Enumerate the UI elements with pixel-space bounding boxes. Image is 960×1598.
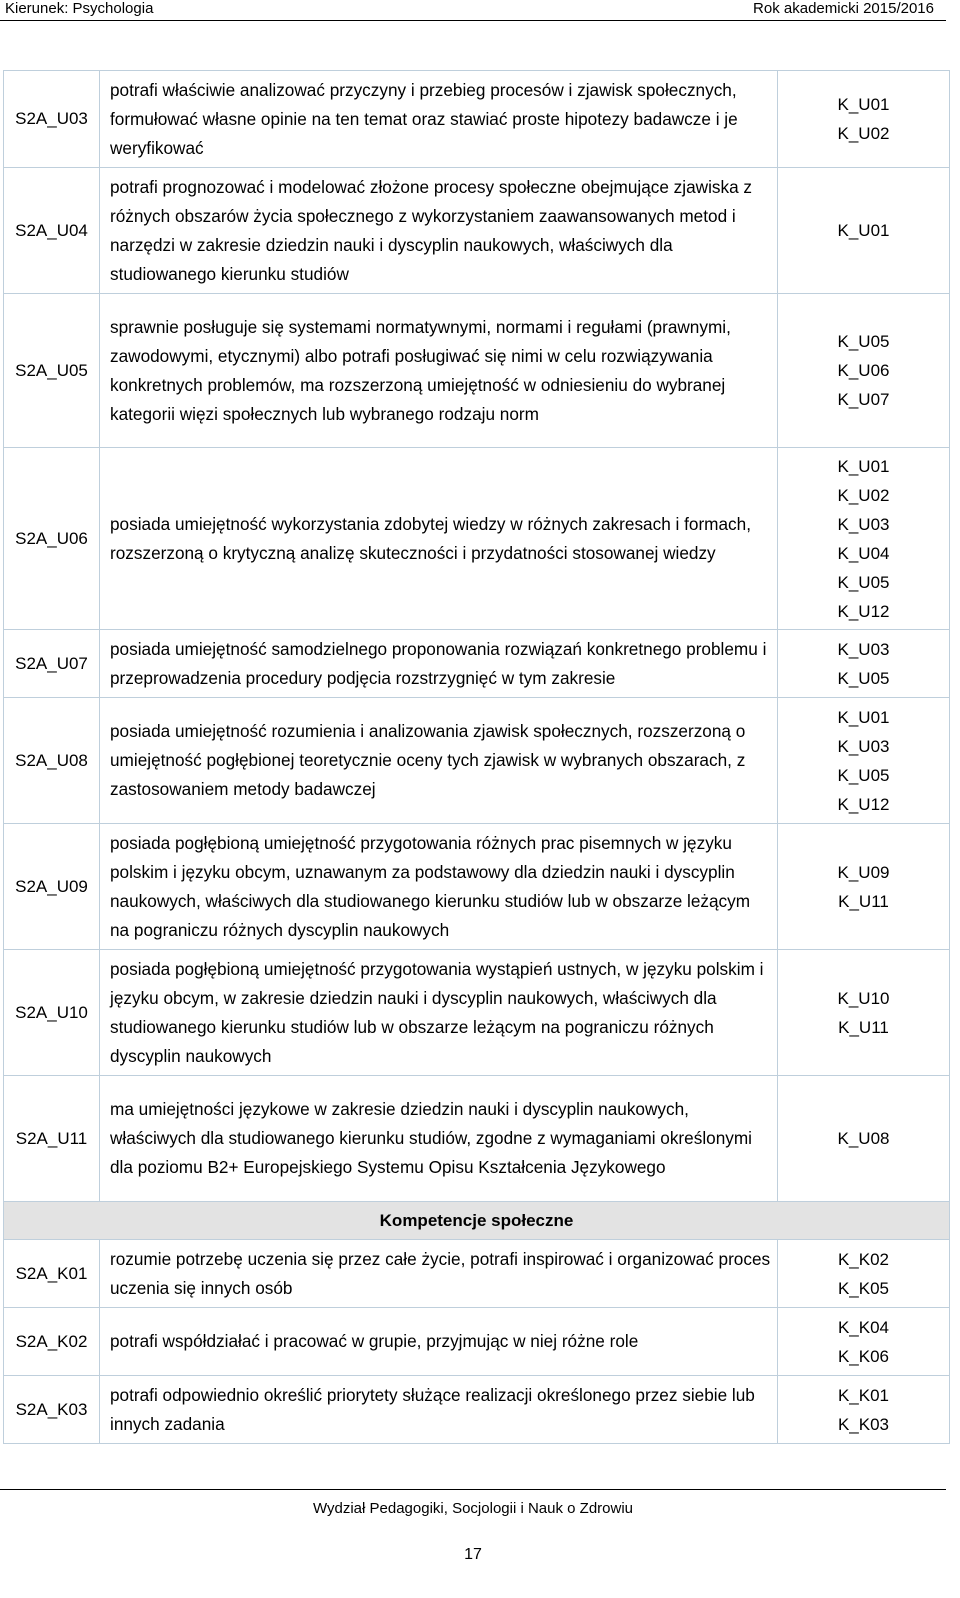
outcome-description-cell bbox=[100, 630, 778, 698]
outcome-code: S2A_K02 bbox=[4, 1308, 100, 1376]
outcome-row bbox=[4, 630, 950, 698]
outcome-description: potrafi współdziałać i pracować w grupie, przyjmując w niej różne role bbox=[110, 1331, 639, 1351]
outcome-description: sprawnie posługuje się systemami normatywnymi, normami i regułami (prawnymi, zawodowymi, etycznymi) albo potrafi posługiwać się nimi w celu rozwiązywania konkretnych problemów, ma rozszerzoną umiejętność w odniesieniu do wybranej kategorii więzi społecznych lub wybranego rodzaju norm bbox=[110, 316, 731, 424]
header-academic-year: Rok akademicki 2015/2016 bbox=[753, 0, 934, 17]
reference-code: K_K04 bbox=[837, 1317, 890, 1337]
outcome-code: S2A_U04 bbox=[4, 168, 100, 294]
competences-section bbox=[4, 1240, 950, 1444]
outcome-description: posiada pogłębioną umiejętność przygotowania wystąpień ustnych, w języku polskim i języku obcym, w zakresie dziedzin nauki i dyscyplin naukowych, właściwych dla studiowanego kierunku studiów lub w obszarze leżącym na pograniczu różnych dyscyplin naukowych bbox=[110, 958, 764, 1066]
reference-code: K_U01 bbox=[837, 95, 890, 114]
reference-code: K_K01 bbox=[837, 1385, 890, 1405]
reference-code: K_U11 bbox=[838, 891, 889, 911]
outcome-references bbox=[778, 698, 950, 824]
outcome-references bbox=[778, 630, 950, 698]
reference-code: K_U05 bbox=[837, 765, 890, 785]
outcome-description: posiada umiejętność rozumienia i analizowania zjawisk społecznych, rozszerzoną o umiejętność pogłębionej teoretycznie oceny tych zjawisk w wybranych obszarach, z zastosowaniem metody badawczej bbox=[110, 721, 746, 799]
outcome-row bbox=[4, 1308, 950, 1376]
outcome-description: potrafi właściwie analizować przyczyny i przebieg procesów i zjawisk społecznych, formułować własne opinie na ten temat oraz stawiać proste hipotezy badawcze i je weryfikować bbox=[110, 79, 738, 158]
outcome-code: S2A_U10 bbox=[4, 950, 100, 1076]
outcome-row bbox=[4, 1376, 950, 1444]
footer-rule bbox=[0, 1489, 946, 1490]
outcome-row bbox=[4, 168, 950, 294]
outcome-description-cell bbox=[100, 1076, 778, 1202]
reference-code: K_U12 bbox=[837, 794, 890, 814]
outcome-row bbox=[4, 1240, 950, 1308]
outcome-description-cell bbox=[100, 294, 778, 448]
outcome-row bbox=[4, 824, 950, 950]
outcome-code: S2A_K01 bbox=[4, 1240, 100, 1308]
outcome-references bbox=[778, 1240, 950, 1308]
reference-code: K_U09 bbox=[837, 862, 890, 882]
outcome-description: posiada umiejętność wykorzystania zdobytej wiedzy w różnych zakresach i formach, rozszerzoną o krytyczną analizę skuteczności i przydatności stosowanej wiedzy bbox=[110, 513, 751, 563]
outcome-references bbox=[778, 71, 950, 168]
outcome-code: S2A_U11 bbox=[4, 1076, 100, 1202]
outcome-description-cell bbox=[100, 1240, 778, 1308]
reference-code: K_U05 bbox=[837, 572, 890, 592]
reference-code: K_U01 bbox=[837, 707, 890, 727]
outcome-code: S2A_U07 bbox=[4, 630, 100, 698]
outcome-references bbox=[778, 950, 950, 1076]
learning-outcomes-table bbox=[3, 70, 950, 1444]
reference-code: K_K06 bbox=[837, 1346, 890, 1366]
outcome-row bbox=[4, 698, 950, 824]
page-number: 17 bbox=[464, 1546, 482, 1563]
outcome-row bbox=[4, 71, 950, 168]
outcome-code: S2A_K03 bbox=[4, 1376, 100, 1444]
reference-code: K_U08 bbox=[837, 1129, 890, 1148]
skills-section bbox=[4, 71, 950, 1202]
reference-code: K_U03 bbox=[837, 639, 890, 659]
outcome-description-cell bbox=[100, 824, 778, 950]
reference-code: K_U10 bbox=[837, 988, 890, 1008]
outcome-description: rozumie potrzebę uczenia się przez całe życie, potrafi inspirować i organizować proces uczenia się innych osób bbox=[110, 1248, 771, 1298]
outcome-code: S2A_U09 bbox=[4, 824, 100, 950]
outcome-references bbox=[778, 448, 950, 630]
reference-code: K_U01 bbox=[837, 221, 890, 240]
reference-code: K_U02 bbox=[837, 124, 890, 143]
reference-code: K_K02 bbox=[837, 1249, 890, 1269]
outcome-row bbox=[4, 950, 950, 1076]
outcome-description: potrafi prognozować i modelować złożone procesy społeczne obejmujące zjawiska z różnych obszarów życia społecznego z wykorzystaniem zaawansowanych metod i narzędzi w zakresie dziedzin nauki i dyscyplin naukowych, właściwych dla studiowanego kierunku studiów bbox=[110, 176, 752, 284]
outcome-row bbox=[4, 294, 950, 448]
reference-code: K_U11 bbox=[838, 1017, 889, 1037]
outcome-description-cell bbox=[100, 950, 778, 1076]
outcome-description: potrafi odpowiednio określić priorytety służące realizacji określonego przez siebie lub innych zadania bbox=[110, 1384, 755, 1434]
reference-code: K_U06 bbox=[837, 361, 890, 380]
footer-faculty: Wydział Pedagogiki, Socjologii i Nauk o Zdrowiu bbox=[312, 1500, 634, 1517]
outcome-description-cell bbox=[100, 168, 778, 294]
reference-code: K_U02 bbox=[837, 485, 890, 505]
outcome-references bbox=[778, 1076, 950, 1202]
outcome-description-cell bbox=[100, 698, 778, 824]
outcome-description-cell bbox=[100, 1376, 778, 1444]
outcome-code: S2A_U08 bbox=[4, 698, 100, 824]
outcome-references bbox=[778, 294, 950, 448]
reference-code: K_U03 bbox=[837, 514, 890, 534]
outcome-references bbox=[778, 824, 950, 950]
outcome-references bbox=[778, 168, 950, 294]
outcome-code: S2A_U05 bbox=[4, 294, 100, 448]
reference-code: K_K05 bbox=[837, 1278, 890, 1298]
outcome-code: S2A_U06 bbox=[4, 448, 100, 630]
reference-code: K_K03 bbox=[837, 1414, 890, 1434]
header-field-of-study: Kierunek: Psychologia bbox=[5, 0, 154, 17]
reference-code: K_U05 bbox=[837, 668, 890, 688]
reference-code: K_U05 bbox=[837, 332, 890, 351]
section-title: Kompetencje społeczne bbox=[4, 1202, 950, 1240]
outcome-description-cell bbox=[100, 71, 778, 168]
outcome-description: posiada pogłębioną umiejętność przygotowania różnych prac pisemnych w języku polskim i języku obcym, uznawanym za podstawowy dla dziedzin nauki i dyscyplin naukowych, właściwych dla studiowanego kierunku studiów lub w obszarze leżącym na pograniczu różnych dyscyplin naukowych bbox=[110, 832, 751, 940]
reference-code: K_U07 bbox=[837, 390, 890, 409]
outcome-references bbox=[778, 1308, 950, 1376]
outcome-description: ma umiejętności językowe w zakresie dziedzin nauki i dyscyplin naukowych, właściwych dla studiowanego kierunku studiów, zgodne z wymaganiami określonymi dla poziomu B2+ Europejskiego Systemu Opisu Kształcenia Językowego bbox=[110, 1099, 752, 1177]
page-header bbox=[0, 0, 946, 21]
reference-code: K_U12 bbox=[837, 601, 890, 621]
reference-code: K_U03 bbox=[837, 736, 890, 756]
section-header-row bbox=[4, 1202, 950, 1240]
outcome-description-cell bbox=[100, 1308, 778, 1376]
outcome-references bbox=[778, 1376, 950, 1444]
outcome-description-cell bbox=[100, 448, 778, 630]
reference-code: K_U04 bbox=[837, 543, 890, 563]
outcome-code: S2A_U03 bbox=[4, 71, 100, 168]
outcome-row bbox=[4, 448, 950, 630]
competences-header bbox=[4, 1202, 950, 1240]
reference-code: K_U01 bbox=[837, 456, 890, 476]
outcome-description: posiada umiejętność samodzielnego proponowania rozwiązań konkretnego problemu i przeprowadzenia procedury podjęcia rozstrzygnięć w tym zakresie bbox=[110, 638, 767, 688]
outcome-row bbox=[4, 1076, 950, 1202]
